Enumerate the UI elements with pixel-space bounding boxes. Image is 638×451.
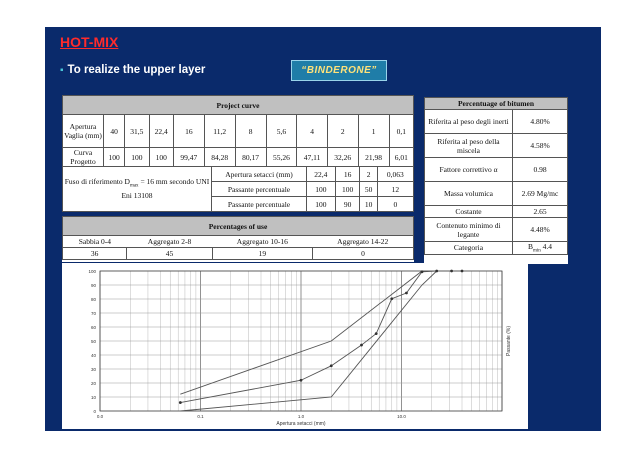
sieve-value: 0,1 xyxy=(389,115,414,148)
grading-chart xyxy=(62,263,528,429)
bitumen-row-value: 0.98 xyxy=(513,158,568,182)
bitumen-row-label: Riferita al peso della miscela xyxy=(425,134,513,158)
y-tick-label: 40 xyxy=(90,353,96,358)
series-point xyxy=(435,270,438,273)
bitumen-row-value: 4.80% xyxy=(513,110,568,134)
bitumen-row-value: 4.48% xyxy=(513,218,568,242)
project-curve-panel xyxy=(62,95,414,211)
curve-value: 100 xyxy=(104,148,125,167)
use-label: Aggregato 14-22 xyxy=(312,236,413,248)
x-tick-label: 1.0 xyxy=(297,414,305,419)
sieve-value: 8 xyxy=(235,115,266,148)
sieve-value: 2 xyxy=(327,115,358,148)
bullet-text: To realize the upper layer xyxy=(67,64,206,76)
curve-value: 21,98 xyxy=(358,148,389,167)
pass2-value: 90 xyxy=(335,197,360,212)
pass1-value: 50 xyxy=(360,182,377,197)
pass2-value: 100 xyxy=(307,197,336,212)
sieve-value: 5,6 xyxy=(266,115,297,148)
x-tick-label: 10.0 xyxy=(397,414,406,419)
use-label: Aggregato 10-16 xyxy=(236,237,288,246)
use-label: Sabbia 0-4 xyxy=(63,236,127,248)
project-curve-table xyxy=(62,95,414,167)
sieve-value: 1 xyxy=(358,115,389,148)
y-tick-label: 50 xyxy=(90,339,96,344)
percentages-use-panel xyxy=(62,216,414,262)
curve-value: 6,01 xyxy=(389,148,414,167)
series-point xyxy=(300,379,303,382)
bitumen-row-value: $B_{min}$ 4.4 xyxy=(513,242,568,255)
pass1-value: 100 xyxy=(335,182,360,197)
curve-value: 55,26 xyxy=(266,148,297,167)
curve-value: 80,17 xyxy=(235,148,266,167)
bitumen-table xyxy=(424,97,568,255)
pass2-label: Passante percentuale xyxy=(212,197,307,212)
pass1-value: 12 xyxy=(377,182,413,197)
curve-value: 100 xyxy=(125,148,149,167)
series-point xyxy=(461,270,464,273)
sieve-value: 4 xyxy=(297,115,327,148)
apertura-value: 22,4 xyxy=(307,167,336,182)
apertura-value: 2 xyxy=(360,167,377,182)
series-point xyxy=(390,297,393,300)
y-tick-label: 30 xyxy=(90,367,96,372)
bullet-marker-icon: ▪ xyxy=(60,65,64,76)
use-value: 36 xyxy=(63,248,127,260)
y-tick-label: 60 xyxy=(90,325,96,330)
pass2-value: 10 xyxy=(360,197,377,212)
apertura-value: 16 xyxy=(335,167,360,182)
bitumen-row-label: Categoria xyxy=(425,242,513,255)
x-tick-label: 0.0 xyxy=(96,414,104,419)
curve-value: 32,26 xyxy=(327,148,358,167)
series-line xyxy=(180,271,462,394)
y-tick-label: 90 xyxy=(90,283,96,288)
x-axis-label: Apertura setacci (mm) xyxy=(276,421,326,427)
series-point xyxy=(421,270,424,273)
curve-label: Curva Progetto xyxy=(63,148,104,167)
use-value: 45 xyxy=(127,248,212,260)
fuso-table xyxy=(62,166,414,212)
series-point xyxy=(330,364,333,367)
series-point xyxy=(450,270,453,273)
y-tick-label: 10 xyxy=(90,395,96,400)
pass1-label: Passante percentuale xyxy=(212,182,307,197)
bitumen-row-label: Fattore correttivo α xyxy=(425,158,513,182)
sieve-value: 40 xyxy=(104,115,125,148)
bitumen-row-value: 2.69 Mg/mc xyxy=(513,182,568,206)
apertura-value: 0,063 xyxy=(377,167,413,182)
apertura-label: Apertura setacci (mm) xyxy=(212,167,307,182)
y-tick-label: 70 xyxy=(90,311,96,316)
y-axis-label: Passante (%) xyxy=(506,325,512,357)
grading-chart-svg xyxy=(62,263,528,429)
curve-value: 47,11 xyxy=(297,148,327,167)
fuso-label: Fuso di riferimento $D_{max} = 16$ mm secondo UNI Eni 13108 xyxy=(63,167,212,212)
use-value: 19 xyxy=(212,248,312,260)
use-label: Aggregato 2-8 xyxy=(147,237,192,246)
bitumen-row-label: Riferita al peso degli inerti xyxy=(425,110,513,134)
bitumen-row-label: Massa volumica xyxy=(425,182,513,206)
y-tick-label: 100 xyxy=(88,269,96,274)
use-value: 0 xyxy=(312,248,413,260)
binderone-badge: “BINDERONE” xyxy=(291,60,387,81)
bitumen-row-value: 4.58% xyxy=(513,134,568,158)
bitumen-panel xyxy=(424,97,568,264)
sieve-label: Apertura Vaglia (mm) xyxy=(63,115,104,148)
sieve-value: 11,2 xyxy=(204,115,235,148)
sieve-value: 16 xyxy=(173,115,204,148)
curve-value: 84,28 xyxy=(204,148,235,167)
slide-title: HOT-MIX xyxy=(60,34,119,50)
bitumen-row-label: Contenuto minimo di legante xyxy=(425,218,513,242)
project-curve-header: Project curve xyxy=(63,96,414,115)
percentages-use-header: Percentages of use xyxy=(63,217,414,236)
curve-value: 99,47 xyxy=(173,148,204,167)
series-point xyxy=(405,292,408,295)
series-point xyxy=(375,332,378,335)
y-tick-label: 80 xyxy=(90,297,96,302)
bitumen-row-label: Costante xyxy=(425,206,513,218)
pass1-value: 100 xyxy=(307,182,336,197)
sieve-value: 31,5 xyxy=(125,115,149,148)
sieve-value: 22,4 xyxy=(149,115,173,148)
series-point xyxy=(360,344,363,347)
bitumen-row-value: 2.65 xyxy=(513,206,568,218)
curve-value: 100 xyxy=(149,148,173,167)
percentages-use-table xyxy=(62,216,414,260)
y-tick-label: 0 xyxy=(93,409,96,414)
x-tick-label: 0.1 xyxy=(197,414,204,419)
bullet-point xyxy=(60,64,205,76)
bitumen-header: Percentuage of bitumen xyxy=(425,98,568,110)
y-tick-label: 20 xyxy=(90,381,96,386)
series-point xyxy=(179,401,182,404)
pass2-value: 0 xyxy=(377,197,413,212)
